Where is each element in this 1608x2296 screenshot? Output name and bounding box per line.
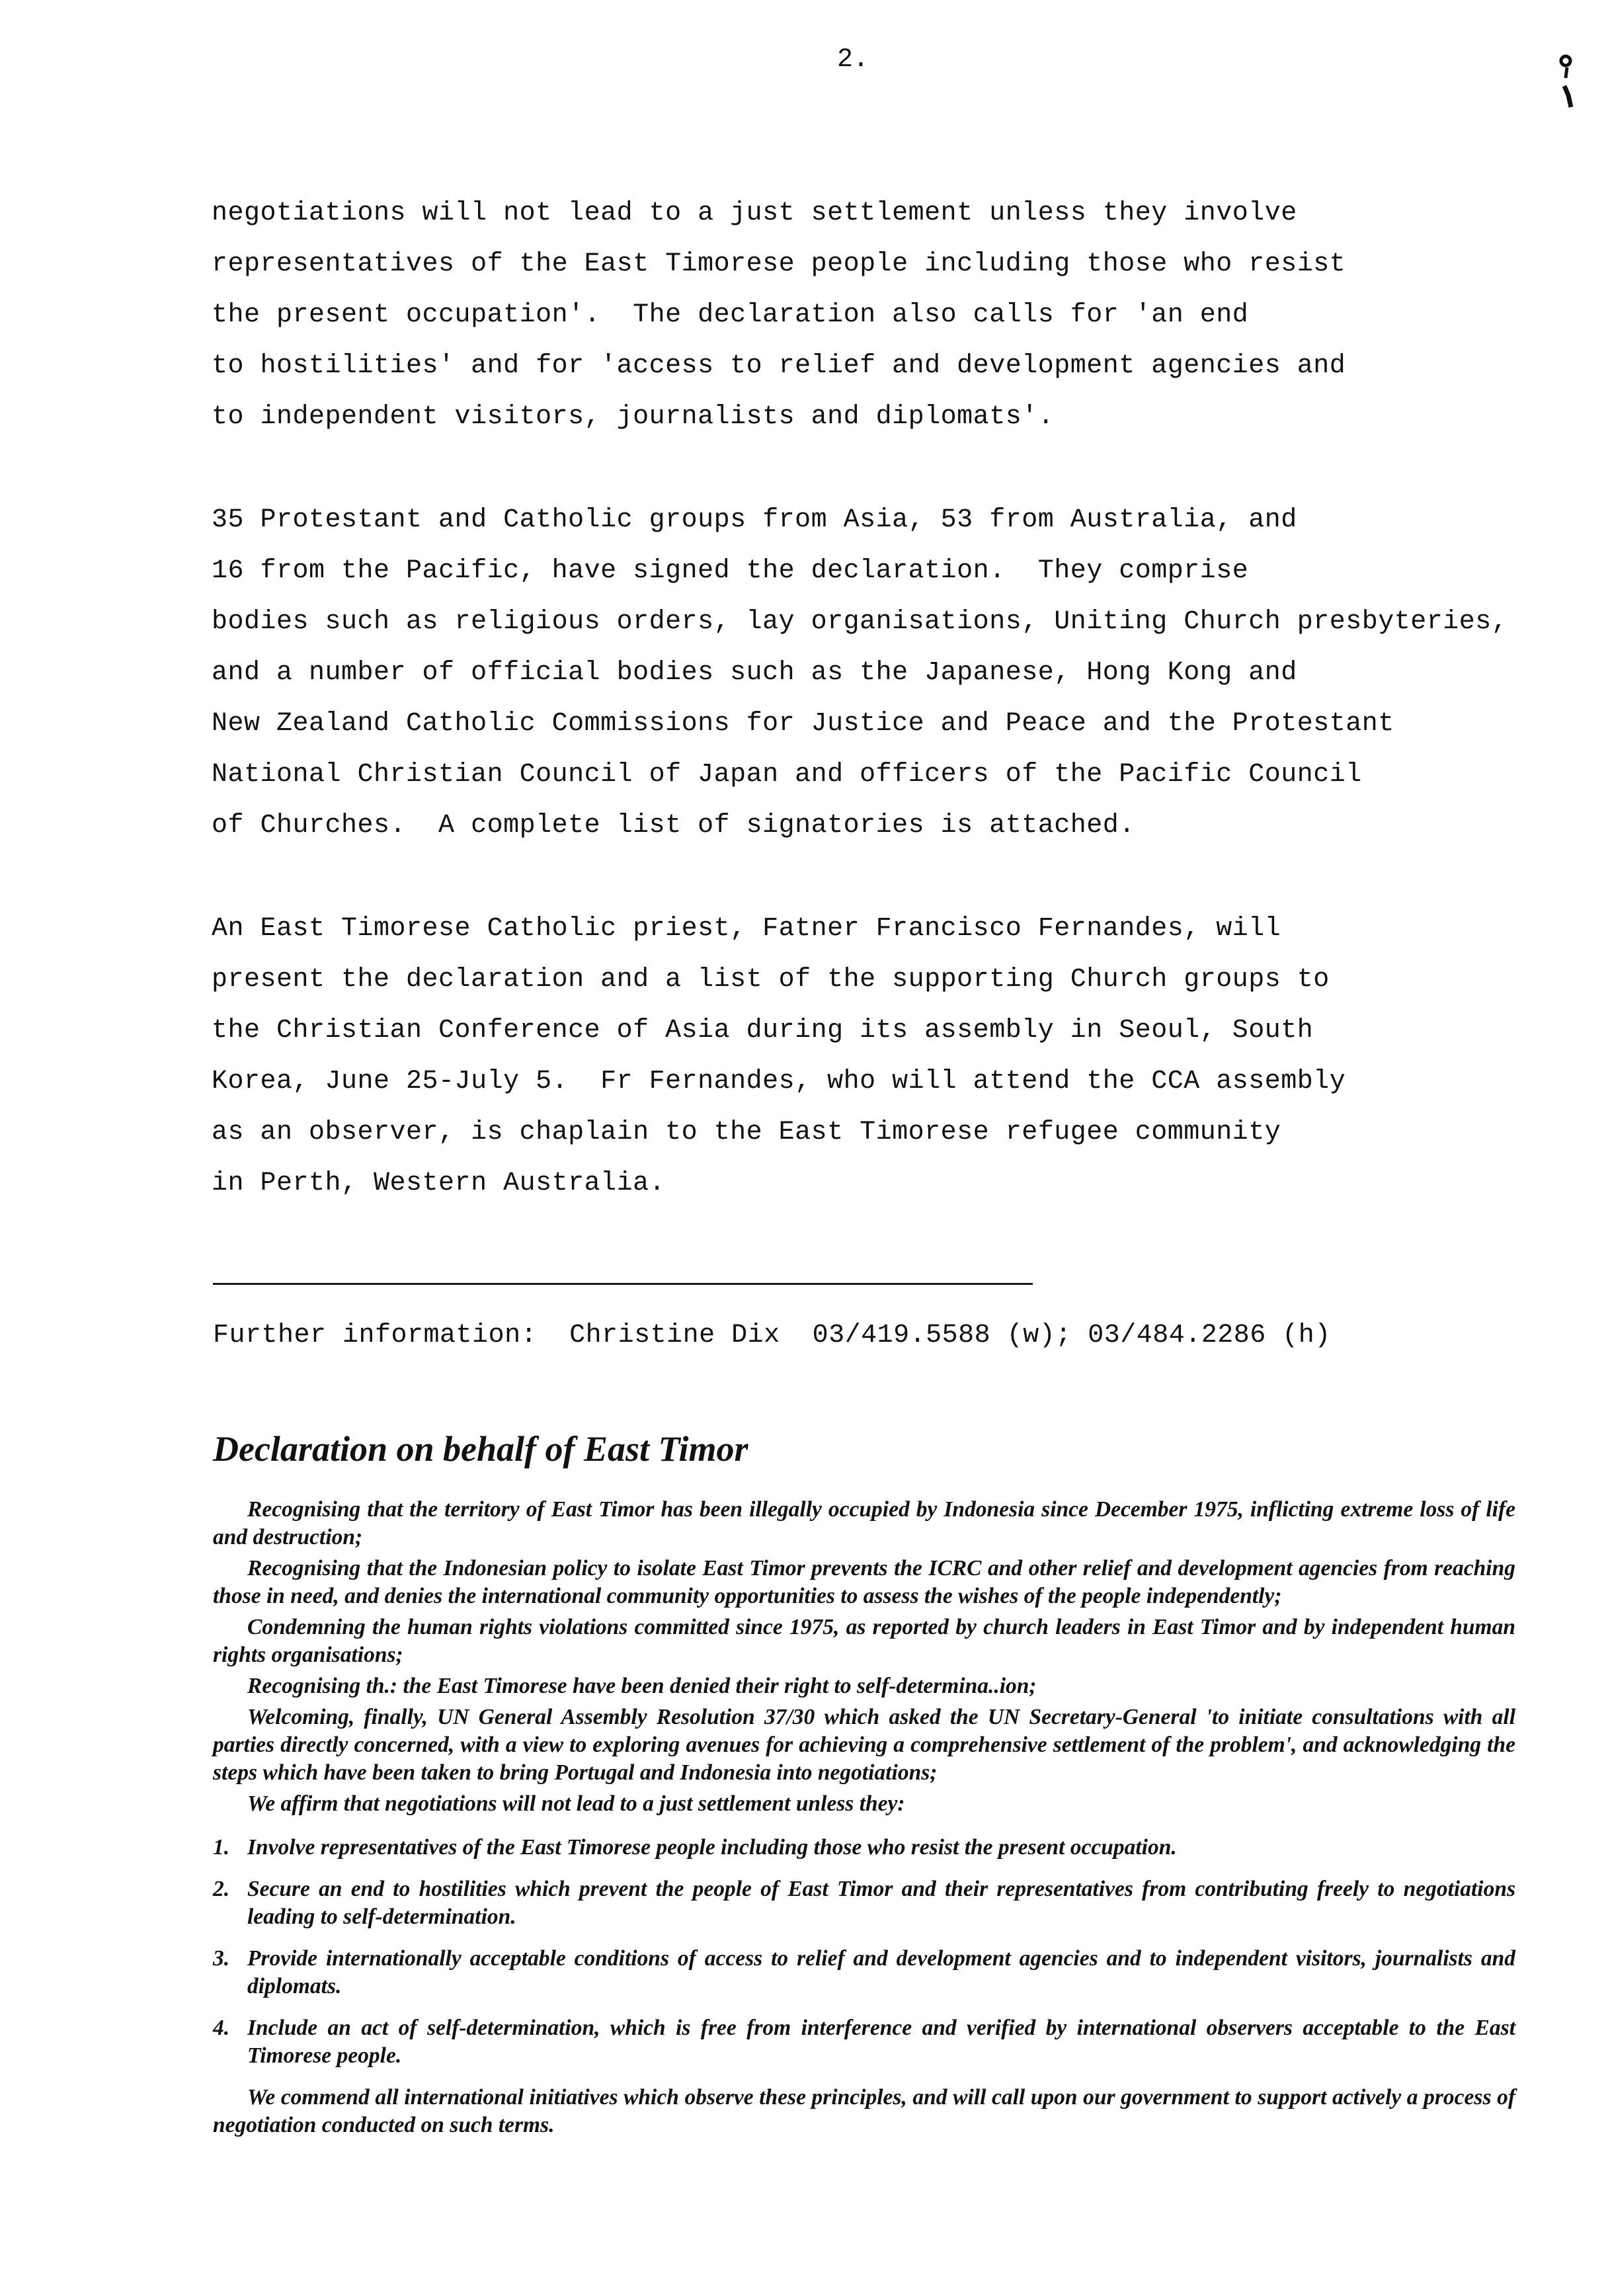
text-line: 35 Protestant and Catholic groups from Asia, 53 from Australia, and <box>212 505 1297 535</box>
text-line: representatives of the East Timorese people including those who resist <box>212 249 1346 279</box>
list-item-text: Provide internationally acceptable conditions of access to relief and development agencies and to independent visitors, journalists and diplomats. <box>247 1946 1515 1998</box>
text-line: New Zealand Catholic Commissions for Justice and Peace and the Protestant <box>212 709 1394 739</box>
text-line: An East Timorese Catholic priest, Fatner Francisco Fernandes, will <box>212 914 1281 944</box>
text-line: 16 from the Pacific, have signed the declaration. They comprise <box>212 556 1249 586</box>
closing-statement: We commend all international initiatives which observe these principles, and will call upon our government to support actively a process of negotiation conducted on such terms. <box>213 2085 1515 2137</box>
letter-paragraph-2 <box>212 495 1560 851</box>
list-item <box>213 1834 1515 1862</box>
list-item-number: 3. <box>213 1946 230 1971</box>
ink-mark-icon <box>1558 52 1578 118</box>
affirmation: We affirm that negotiations will not lead to a just settlement unless they: <box>247 1791 905 1816</box>
text-line: the present occupation'. The declaration also calls for 'an end <box>212 300 1249 330</box>
preamble-clause: Recognising that the Indonesian policy to isolate East Timor prevents the ICRC and other relief and development agencies from reaching those in need, and denies the international community opportunities to assess the wishes of the people independently; <box>213 1556 1515 1608</box>
preamble-clause: Recognising th.: the East Timorese have been denied their right to self-determina..ion; <box>247 1674 1037 1698</box>
list-item <box>213 1875 1515 1931</box>
list-item <box>213 2014 1515 2070</box>
text-line: to hostilities' and for 'access to relief and development agencies and <box>212 351 1346 381</box>
list-item-number: 1. <box>213 1835 230 1860</box>
text-line: negotiations will not lead to a just settlement unless they involve <box>212 198 1297 228</box>
text-line: in Perth, Western Australia. <box>212 1168 666 1198</box>
text-line: and a number of official bodies such as the Japanese, Hong Kong and <box>212 658 1297 688</box>
declaration-body <box>213 1496 1515 2143</box>
text-line: bodies such as religious orders, lay organisations, Uniting Church presbyteries, <box>212 607 1508 637</box>
list-item <box>213 1945 1515 2000</box>
list-item-number: 2. <box>213 1877 230 1901</box>
list-item-text: Involve representatives of the East Timorese people including those who resist the present occupation. <box>247 1835 1177 1860</box>
text-line: of Churches. A complete list of signatories is attached. <box>212 811 1135 840</box>
list-item-text: Include an act of self-determination, which is free from interference and verified by international observers acceptable to the East Timorese people. <box>247 2016 1515 2068</box>
list-item-text: Secure an end to hostilities which prevent the people of East Timor and their representatives from contributing freely to negotiations leading to self-determination. <box>247 1877 1515 1929</box>
text-line: present the declaration and a list of the supporting Church groups to <box>212 965 1330 995</box>
preamble-clause: Recognising that the territory of East Timor has been illegally occupied by Indonesia since December 1975, inflicting extreme loss of life and destruction; <box>213 1497 1515 1549</box>
letter-paragraph-3 <box>212 903 1560 1209</box>
text-line: Korea, June 25-July 5. Fr Fernandes, who will attend the CCA assembly <box>212 1067 1346 1096</box>
preamble-clause: Condemning the human rights violations committed since 1975, as reported by church leaders in East Timor and by independent human rights organisations; <box>213 1615 1515 1667</box>
text-line: to independent visitors, journalists and diplomats'. <box>212 402 1055 432</box>
page-number: 2. <box>837 45 869 75</box>
text-line: as an observer, is chaplain to the East Timorese refugee community <box>212 1118 1281 1147</box>
separator-rule <box>213 1283 1033 1285</box>
text-line: National Christian Council of Japan and officers of the Pacific Council <box>212 760 1362 790</box>
list-item-number: 4. <box>213 2016 230 2040</box>
further-information: Further information: Christine Dix 03/419.5588 (w); 03/484.2286 (h) <box>213 1321 1331 1350</box>
preamble-clause: Welcoming, finally, UN General Assembly Resolution 37/30 which asked the UN Secretary-General 'to initiate consultations with all parties directly concerned, with a view to exploring avenues for achieving a comprehensive settlement of the problem', and acknowledging the steps which have been taken to bring Portugal and Indonesia into negotiations; <box>213 1705 1515 1785</box>
declaration-title: Declaration on behalf of East Timor <box>213 1429 748 1469</box>
text-line: the Christian Conference of Asia during its assembly in Seoul, South <box>212 1016 1314 1046</box>
letter-paragraph-1 <box>212 188 1560 442</box>
